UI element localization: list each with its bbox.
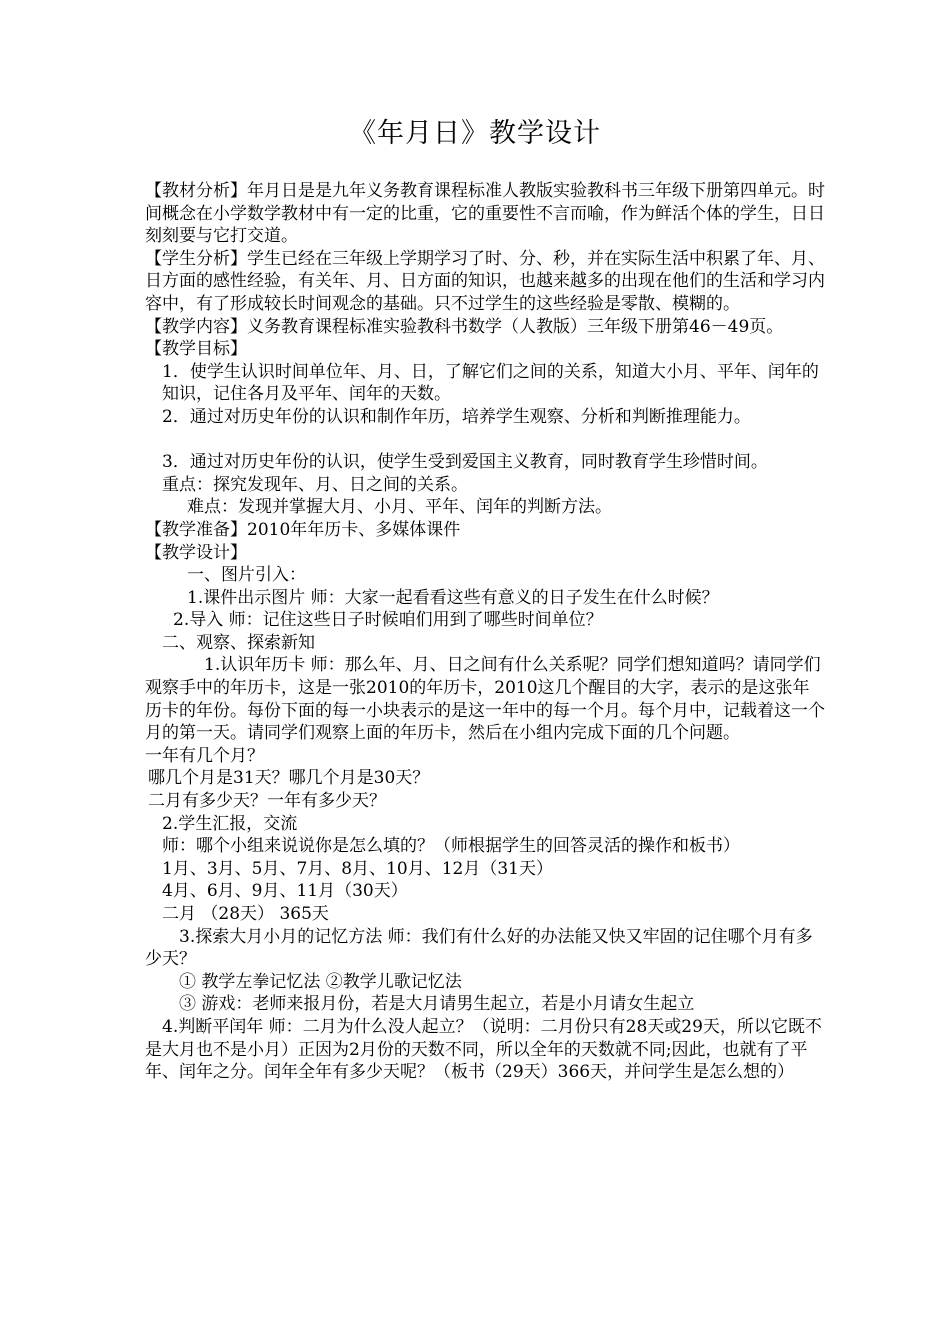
blank-line bbox=[145, 429, 825, 452]
section-2-step-4: 4.判断平闰年 师：二月为什么没人起立？（说明：二月份只有28天或29天，所以它既不是大月也不是小月）正因为2月份的天数不同，所以全年的天数就不同;因此，也就有了平年、闰年之分。闰年全年有多少天呢？（板书（29天）366天，并问学生是怎么想的） bbox=[145, 1016, 822, 1083]
goal-item-2: 2．通过对历史年份的认识和制作年历，培养学生观察、分析和判断推理能力。 bbox=[162, 406, 751, 427]
question-2: 哪几个月是31天？哪几个月是30天？ bbox=[148, 768, 430, 789]
document-title: 《年月日》教学设计 bbox=[349, 118, 601, 149]
section-2-step-3: 3.探索大月小月的记忆方法 师：我们有什么好的办法能又快又牢固的记住哪个月有多少天？ bbox=[145, 926, 813, 970]
paragraph-student-analysis: 【学生分析】学生已经在三年级上学期学习了时、分、秒，并在实际生活中积累了年、月、日方面的感性经验，有关年、月、日方面的知识，也越来越多的出现在他们的生活和学习内容中，有了形成较长时间观念的基础。只不过学生的这些经验是零散、模糊的。 bbox=[145, 248, 825, 314]
paragraph-teaching-content: 【教学内容】义务教育课程标准实验教科书数学（人教版）三年级下册第46－49页。 bbox=[145, 316, 784, 337]
section-2-step-2: 2.学生汇报，交流 bbox=[162, 813, 298, 834]
section-2-heading: 二、观察、探索新知 bbox=[162, 632, 315, 653]
heading-teaching-design: 【教学设计】 bbox=[145, 542, 247, 563]
small-months-line: 4月、6月、9月、11月（30天） bbox=[162, 881, 408, 902]
heading-teaching-goals: 【教学目标】 bbox=[145, 339, 247, 360]
memory-methods: ① 教学左拳记忆法 ②教学儿歌记忆法 bbox=[179, 971, 462, 992]
february-line: 二月 （28天） 365天 bbox=[162, 904, 329, 924]
question-3: 二月有多少天？一年有多少天？ bbox=[148, 791, 386, 812]
big-months-line: 1月、3月、5月、7月、8月、10月、12月（31天） bbox=[162, 858, 553, 879]
section-1-heading: 一、图片引入： bbox=[187, 565, 306, 586]
paragraph-textbook-analysis: 【教材分析】年月日是是九年义务教育课程标准人教版实验教科书三年级下册第四单元。时间概念在小学数学教材中有一定的比重，它的重要性不言而喻，作为鲜活个体的学生，日日刻刻要与它打交道。 bbox=[145, 181, 825, 247]
teacher-prompt: 师：哪个小组来说说你是怎么填的？（师根据学生的回答灵活的操作和板书） bbox=[162, 836, 740, 857]
document-body bbox=[145, 180, 825, 1084]
question-1: 一年有几个月？ bbox=[145, 745, 264, 766]
key-point: 重点：探究发现年、月、日之间的关系。 bbox=[162, 474, 468, 495]
goal-item-3: 3．通过对历史年份的认识，使学生受到爱国主义教育，同时教育学生珍惜时间。 bbox=[162, 452, 768, 473]
section-2-step-1: 1.认识年历卡 师：那么年、月、日之间有什么关系呢？同学们想知道吗？请同学们观察手中的年历卡，这是一张2010的年历卡，2010这几个醒目的大字，表示的是这张年历卡的年份。每份下面的每一小块表示的是这一年中的每一个月。每个月中，记载着这一个月的第一天。请同学们观察上面的年历卡，然后在小组内完成下面的几个问题。 bbox=[145, 655, 825, 744]
paragraph-teaching-preparation: 【教学准备】2010年年历卡、多媒体课件 bbox=[145, 519, 461, 540]
section-1-step-2: 2.导入 师：记住这些日子时候咱们用到了哪些时间单位？ bbox=[173, 610, 603, 631]
goal-item-1: 1．使学生认识时间单位年、月、日，了解它们之间的关系，知道大小月、平年、闰年的知识，记住各月及平年、闰年的天数。 bbox=[162, 361, 819, 405]
memory-game: ③ 游戏：老师来报月份，若是大月请男生起立，若是小月请女生起立 bbox=[179, 994, 695, 1015]
difficult-point: 难点：发现并掌握大月、小月、平年、闰年的判断方法。 bbox=[187, 497, 612, 518]
section-1-step-1: 1.课件出示图片 师：大家一起看看这些有意义的日子发生在什么时候？ bbox=[187, 587, 719, 608]
